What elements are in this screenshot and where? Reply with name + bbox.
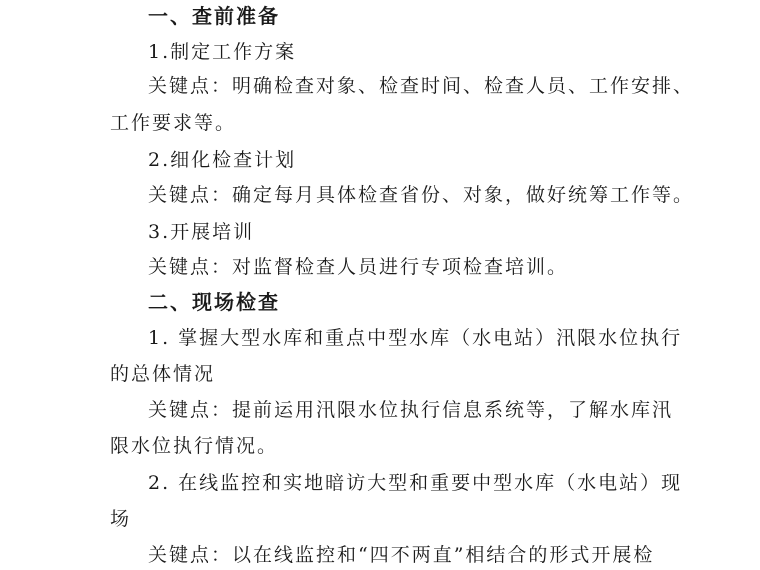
- key-point-training: 关键点：对监督检查人员进行专项检查培训。: [148, 256, 569, 278]
- key-point-online-monitoring-line1: 关键点：以在线监控和“四不两直”相结合的形式开展检: [148, 544, 655, 566]
- item-title-work-plan: 1.制定工作方案: [148, 41, 297, 63]
- item-title-reservoir-overview-line1: 1. 掌握大型水库和重点中型水库（水电站）汛限水位执行: [148, 327, 683, 349]
- item-title-reservoir-overview-line2: 的总体情况: [110, 363, 216, 385]
- section-heading-site-inspection: 二、现场检查: [148, 290, 280, 314]
- key-point-reservoir-overview-line1: 关键点：提前运用汛限水位执行信息系统等，了解水库汛: [148, 399, 674, 421]
- key-point-work-plan-line2: 工作要求等。: [110, 112, 237, 134]
- item-title-online-monitoring-line2: 场: [110, 508, 132, 530]
- key-point-inspection-plan: 关键点：确定每月具体检查省份、对象，做好统筹工作等。: [148, 184, 695, 206]
- key-point-work-plan-line1: 关键点：明确检查对象、检查时间、检查人员、工作安排、: [148, 75, 695, 97]
- item-title-online-monitoring-line1: 2. 在线监控和实地暗访大型和重要中型水库（水电站）现: [148, 472, 683, 494]
- key-point-reservoir-overview-line2: 限水位执行情况。: [110, 435, 279, 457]
- item-title-inspection-plan: 2.细化检查计划: [148, 149, 297, 171]
- item-title-training: 3.开展培训: [148, 221, 255, 243]
- section-heading-preparation: 一、查前准备: [148, 4, 280, 28]
